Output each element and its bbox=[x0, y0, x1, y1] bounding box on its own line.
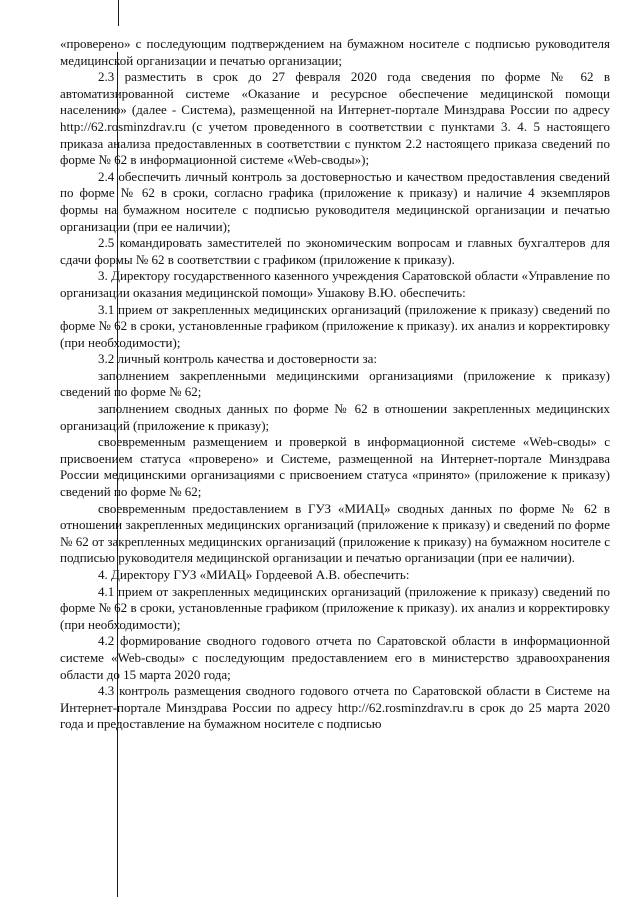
paragraph-2-3: 2.3 разместить в срок до 27 февраля 2020 года сведения по форме № 62 в автоматизированной системе «Оказание и ресурсное обеспечение медицинской помощи населению» (далее - Система), размещенной на Интернет-портале Минздрава России по адресу http://62.rosminzdrav.ru (с учетом проведенного в соответствии с пунктами 3. 4. 5 настоящего приказа анализа предоставленных в соответствии с пунктом 2.2 настоящего приказа сведений по форме № 62 в информационной системе «Web-своды»); bbox=[60, 69, 610, 168]
paragraph-3-1: 3.1 прием от закрепленных медицинских организаций (приложение к приказу) сведений по форме № 62 в сроки, установленные графиком (приложение к приказу). их анализ и корректировку (при необходимости); bbox=[60, 301, 610, 350]
paragraph-4-2: 4.2 формирование сводного годового отчета по Саратовской области в информационной системе «Web-своды» с последующим предоставлением его в министерство здравоохранения области до 15 марта 2020 года; bbox=[60, 633, 610, 682]
paragraph-3: 3. Директору государственного казенного учреждения Саратовской области «Управление по организации оказания медицинской помощи» Ушакову В.Ю. обеспечить: bbox=[60, 268, 610, 300]
margin-line-top bbox=[118, 0, 119, 26]
document-body bbox=[60, 36, 610, 733]
paragraph-3-2-d: своевременным предоставлением в ГУЗ «МИАЦ» сводных данных по форме № 62 в отношении закрепленных медицинских организаций (приложение к приказу) и сведений по форме № 62 от закрепленных медицинских организаций (приложение к приказу) на бумажном носителе с подписью руководителя медицинской организации и печатью организации (при ее наличии). bbox=[60, 500, 610, 566]
paragraph-4-1: 4.1 прием от закрепленных медицинских организаций (приложение к приказу) сведений по форме № 62 в сроки, установленные графиком (приложение к приказу). их анализ и корректировку (при необходимости); bbox=[60, 583, 610, 632]
paragraph-continuation: «проверено» с последующим подтверждением на бумажном носителе с подписью руководителя медицинской организации и печатью организации; bbox=[60, 36, 610, 68]
paragraph-3-2-a: заполнением закрепленными медицинскими организациями (приложение к приказу) сведений по форме № 62; bbox=[60, 367, 610, 400]
paragraph-3-2: 3.2 личный контроль качества и достоверности за: bbox=[98, 351, 377, 367]
paragraph-3-2-b: заполнением сводных данных по форме № 62 в отношении закрепленных медицинских организаций (приложение к приказу); bbox=[60, 401, 610, 433]
paragraph-3-2-c: своевременным размещением и проверкой в информационной системе «Web-своды» с присвоением статуса «проверено» и Системе, размещенной на Интернет-портале Минздрава России медицинскими организациями с присвоением статуса «принято» (приложение к приказу) сведений по форме № 62; bbox=[60, 434, 610, 500]
paragraph-4: 4. Директору ГУЗ «МИАЦ» Гордеевой А.В. обеспечить: bbox=[98, 567, 410, 582]
paragraph-2-5: 2.5 командировать заместителей по экономическим вопросам и главных бухгалтеров для сдачи формы № 62 в соответствии с графиком (приложение к приказу). bbox=[60, 235, 610, 267]
paragraph-2-4: 2.4 обеспечить личный контроль за достоверностью и качеством предоставления сведений по форме № 62 в сроки, согласно графика (приложение к приказу) и наличие 4 экземпляров формы на бумажном носителе с подписью руководителя медицинской организации и печатью организации (при ее наличии); bbox=[60, 168, 610, 234]
paragraph-4-3: 4.3 контроль размещения сводного годового отчета по Саратовской области в Системе на Интернет-портале Минздрава России по адресу http://62.rosminzdrav.ru в срок до 25 марта 2020 года и предоставление на бумажном носителе с подписью bbox=[60, 683, 610, 732]
